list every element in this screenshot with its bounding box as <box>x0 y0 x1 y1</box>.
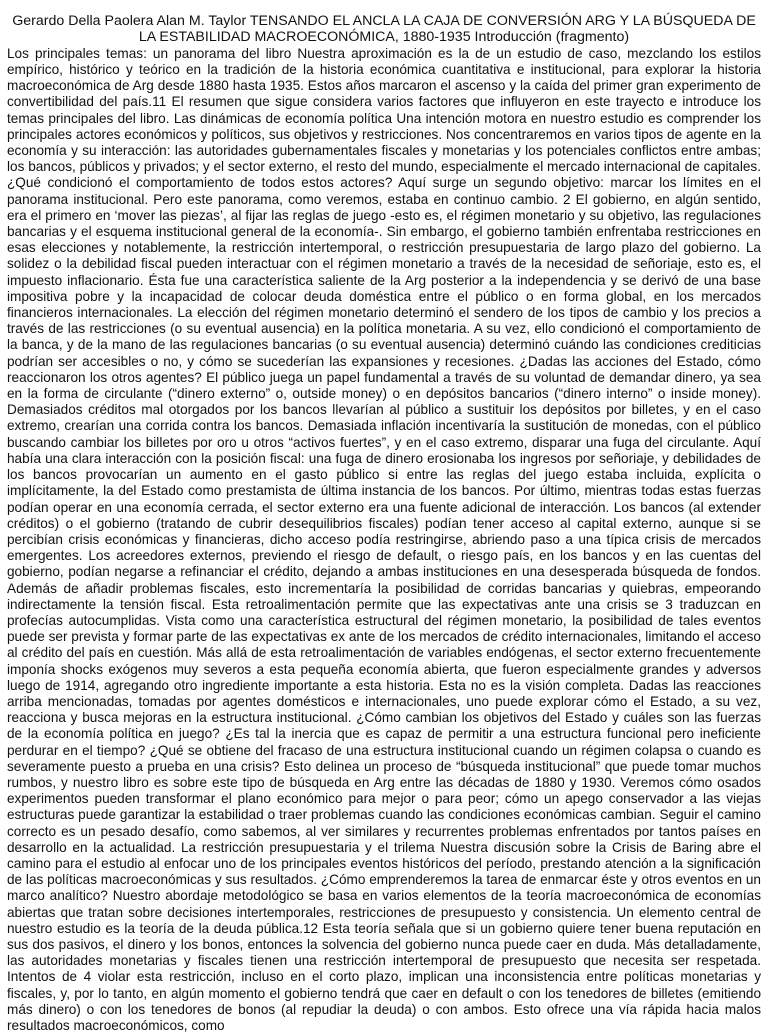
document-title: Gerardo Della Paolera Alan M. Taylor TENSANDO EL ANCLA LA CAJA DE CONVERSIÓN ARG Y LA BÚSQUEDA DE LA ESTABILIDAD MACROECONÓMICA, 1880-1935 Introducción (fragmento) <box>12 13 756 46</box>
document-body: Los principales temas: un panorama del libro Nuestra aproximación es la de un estudio de caso, mezclando los estilos empírico, histórico y teórico en la tradición de la historia económica cuantitativa e institucional, para explorar la historia macroeconómica de Arg desde 1880 hasta 1935. Estos años marcaron el ascenso y la caída del primer gran experimento de convertibilidad del país.11 El resumen que sigue considera varios factores que influyeron en este trayecto e introduce los temas principales del libro. Las dinámicas de economía política Una intención motora en nuestro estudio es comprender los principales actores económicos y políticos, sus objetivos y restricciones. Nos concentraremos en varios tipos de agente en la economía y su interacción: las autoridades gubernamentales fiscales y monetarias y los potenciales conflictos entre ambas; los bancos, públicos y privados; y el sector externo, el resto del mundo, especialmente el mercado internacional de capitales. ¿Qué condicionó el comportamiento de todos estos actores? Aquí surge un segundo objetivo: marcar los límites en el panorama institucional. Pero este panorama, como veremos, estaba en continuo cambio. 2 El gobierno, en algún sentido, era el primero en ‘mover las piezas’, al fijar las reglas de juego -esto es, el régimen monetario y su objetivo, las regulaciones bancarias y el esquema institucional general de la economía-. Sin embargo, el gobierno también enfrentaba restricciones en esas elecciones y notablemente, la restricción intertemporal, o restricción presupuestaria de largo plazo del gobierno. La solidez o la debilidad fiscal pueden interactuar con el régimen monetario a través de la necesidad de señoriaje, esto es, el impuesto inflacionario. Ésta fue una característica saliente de la Arg posterior a la independencia y se derivó de una base impositiva pobre y la incapacidad de colocar deuda doméstica entre el público o en forma global, en los mercados financieros internacionales. La elección del régimen monetario determinó el sendero de los tipos de cambio y los precios a través de las restricciones (o su eventual ausencia) en la política monetaria. A su vez, ello condicionó el comportamiento de la banca, y de la mano de las regulaciones bancarias (o su eventual ausencia) determinó cuándo las condiciones crediticias podrían ser accesibles o no, y cómo se sucederían las expansiones y recesiones. ¿Dadas las acciones del Estado, cómo reaccionaron los otros agentes? El público juega un papel fundamental a través de su voluntad de demandar dinero, ya sea en la forma de circulante (“dinero externo” o, outside money) o en depósitos bancarios (“dinero interno” o inside money). Demasiados créditos mal otorgados por los bancos llevarían al público a sustituir los depósitos por billetes, y en el caso extremo, crearían una corrida contra los bancos. Demasiada inflación incentivaría la sustitución de monedas, con el público buscando cambiar los billetes por oro u otros “activos fuertes”, y en el caso extremo, disparar una fuga del circulante. Aquí había una clara interacción con la posición fiscal: una fuga de dinero erosionaba los ingresos por señoriaje, y debilidades de los bancos provocarían un aumento en el gasto público si entre las reglas del juego estaba incluida, explícita o implícitamente, la del Estado como prestamista de última instancia de los bancos. Por último, mientras todas estas fuerzas podían operar en una economía cerrada, el sector externo era una fuente adicional de interacción. Los bancos (al extender créditos) o el gobierno (tratando de cubrir desequilibrios fiscales) podían tener acceso al capital externo, aunque si se percibían crisis económicas y financieras, dicho acceso podía restringirse, abriendo paso a una típica crisis de mercados emergentes. Los acreedores externos, previendo el riesgo de default, o riesgo país, en los bancos y en las cuentas del gobierno, podían negarse a refinanciar el crédito, dejando a ambas instituciones en una desesperada búsqueda de fondos. Además de añadir problemas fiscales, esto incrementaría la posibilidad de corridas bancarias y quiebras, empeorando indirectamente la tensión fiscal. Esta retroalimentación permite que las expectativas ante una crisis se 3 traduzcan en profecías autocumplidas. Vista como una característica estructural del régimen monetario, la posibilidad de tales eventos puede ser prevista y formar parte de las expectativas ex ante de los mercados de crédito internacionales, limitando el acceso al crédito del país en cuestión. Más allá de esta retroalimentación de variables endógenas, el sector externo frecuentemente imponía shocks exógenos muy severos a esta pequeña economía abierta, que fueron especialmente grandes y adversos luego de 1914, agregando otro ingrediente importante a esta historia. Esta no es la visión completa. Dadas las reacciones arriba mencionadas, tomadas por agentes domésticos e internacionales, uno puede explorar cómo el Estado, a su vez, reacciona y busca mejoras en la estructura institucional. ¿Cómo cambian los objetivos del Estado y cuáles son las fuerzas de la economía política en juego? ¿Es tal la inercia que es capaz de permitir a una estructura funcional pero ineficiente perdurar en el tiempo? ¿Qué se obtiene del fracaso de una estructura institucional cuando un régimen colapsa o cuando es severamente puesto a prueba en una crisis? Esto delinea un proceso de “búsqueda institucional” que puede tomar muchos rumbos, y nuestro libro es sobre este tipo de búsqueda en Arg entre las décadas de 1880 y 1930. Veremos cómo osados experimentos pueden transformar el plano económico para mejor o para peor; cómo un apego conservador a las viejas estructuras puede garantizar la estabilidad o traer problemas cuando las condiciones económicas cambian. Seguir el camino correcto es un pesado desafío, como sabemos, al ver similares y recurrentes problemas enfrentados por tantos países en desarrollo en la actualidad. La restricción presupuestaria y el trilema Nuestra discusión sobre la Crisis de Baring abre el camino para el estudio al enfocar uno de los principales eventos históricos del período, prestando atención a la significación de las políticas macroeconómicas y sus resultados. ¿Cómo emprenderemos la tarea de enmarcar éste y otros eventos en un marco analítico? Nuestro abordaje metodológico se basa en varios elementos de la teoría macroeconómica de economías abiertas que tratan sobre decisiones intertemporales, restricciones de presupuesto y consistencia. Un elemento central de nuestro estudio es la teoría de la deuda pública.12 Esta teoría señala que si un gobierno quiere tener buena reputación en sus dos pasivos, el dinero y los bonos, entonces la solvencia del gobierno nunca puede caer en duda. Más detalladamente, las autoridades monetarias y fiscales tienen una restricción intertemporal de presupuesto que necesita ser respetada. Intentos de 4 violar esta restricción, incluso en el corto plazo, implican una inconsistencia entre políticas monetarias y fiscales, y, por lo tanto, en algún momento el gobierno tendrá que caer en default o con los tenedores de billetes (emitiendo más dinero) o con los tenedores de bonos (al repudiar la deuda) o con ambos. Esto ofrece una vía rápida hacia malos resultados macroeconómicos, como <box>7 45 761 1033</box>
document-page <box>7 0 761 1034</box>
